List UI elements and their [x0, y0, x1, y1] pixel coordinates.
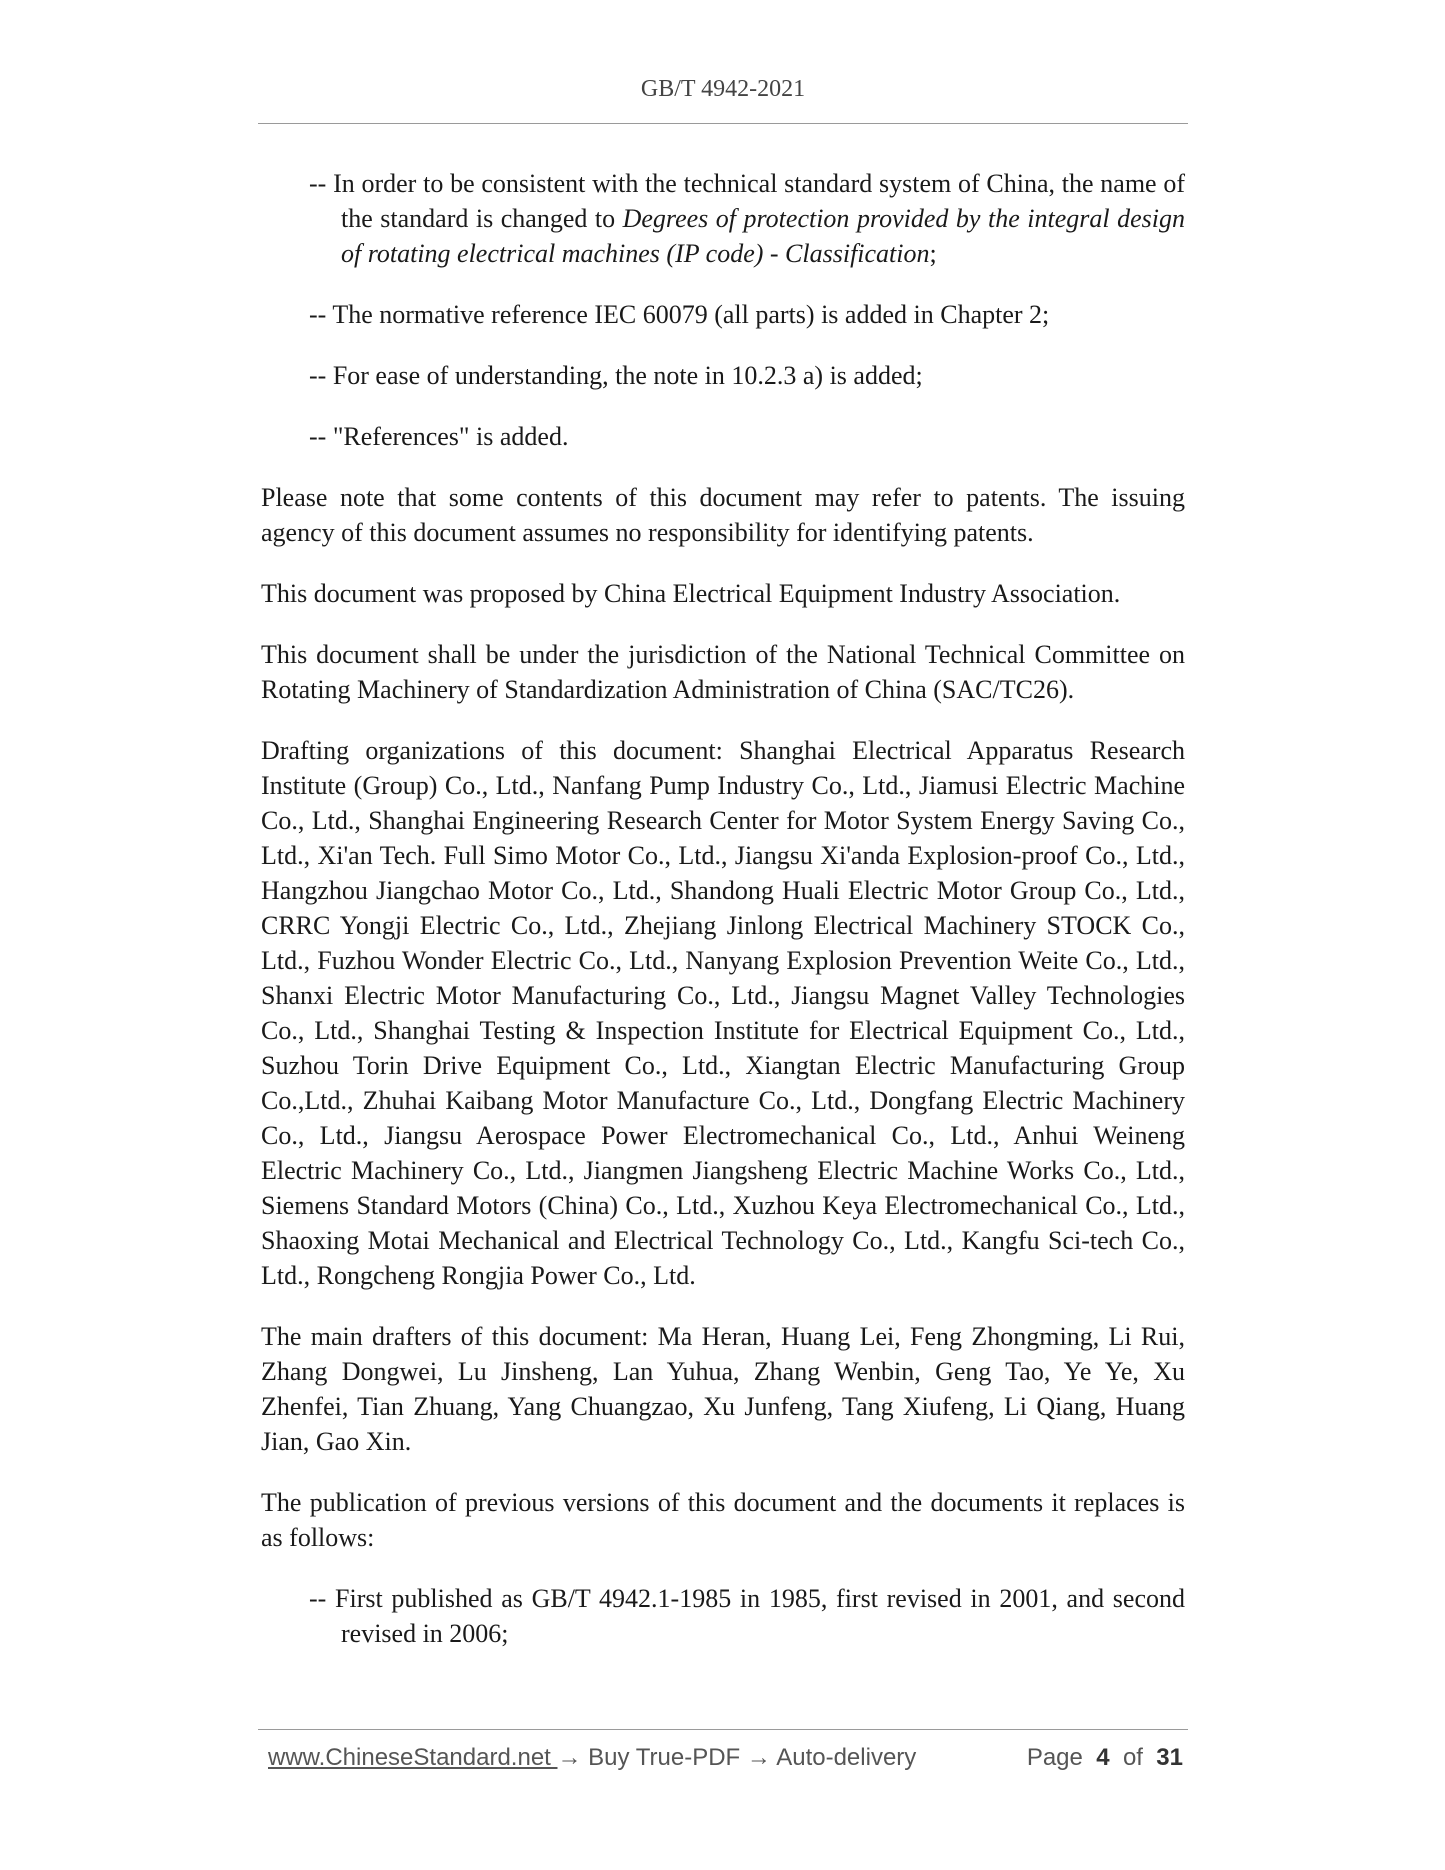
- page-footer: [268, 1744, 1183, 1780]
- header-divider: [258, 123, 1188, 124]
- change-item-references: -- "References" is added.: [309, 422, 569, 451]
- page-indicator: [1027, 1744, 1183, 1772]
- change-item-note: -- For ease of understanding, the note in 10.2.3 a) is added;: [309, 361, 923, 390]
- new-standard-title: Degrees of protection provided by the integral design of rotating electrical machines (IP code) - Classification: [341, 204, 1185, 268]
- page-total: 31: [1156, 1744, 1183, 1771]
- change-item-title: [309, 166, 1185, 271]
- jurisdiction: This document shall be under the jurisdiction of the National Technical Committee on Rotating Machinery of Standardization Administration of China (SAC/TC26).: [261, 640, 1185, 704]
- of-label: of: [1122, 1744, 1143, 1771]
- change-item-text: -- In order to be consistent with the technical standard system of China, the name of the standard is changed to: [309, 169, 1185, 233]
- footer-tagline: → Buy True-PDF → Auto-delivery: [557, 1744, 917, 1771]
- document-code-header: GB/T 4942-2021: [640, 76, 806, 102]
- page-number: 4: [1096, 1744, 1110, 1771]
- change-item-reference: -- The normative reference IEC 60079 (all parts) is added in Chapter 2;: [309, 300, 1050, 329]
- patent-notice: Please note that some contents of this document may refer to patents. The issuing agency of this document assumes no responsibility for identifying patents.: [261, 483, 1185, 547]
- document-body: [261, 166, 1185, 1677]
- page-label: Page: [1026, 1744, 1083, 1771]
- website-link[interactable]: www.ChineseStandard.net: [268, 1744, 558, 1771]
- main-drafters: The main drafters of this document: Ma Heran, Huang Lei, Feng Zhongming, Li Rui, Zhang Dongwei, Lu Jinsheng, Lan Yuhua, Zhang Wenbin, Geng Tao, Ye Ye, Xu Zhenfei, Tian Zhuang, Yang Chuangzao, Xu Junfeng, Tang Xiufeng, Li Qiang, Huang Jian, Gao Xin.: [261, 1322, 1185, 1456]
- proposed-by: This document was proposed by China Electrical Equipment Industry Association.: [261, 579, 1121, 608]
- previous-version-item: -- First published as GB/T 4942.1-1985 in 1985, first revised in 2001, and second revised in 2006;: [309, 1584, 1185, 1648]
- footer-divider: [258, 1729, 1188, 1730]
- footer-links: [268, 1744, 916, 1772]
- previous-versions-intro: The publication of previous versions of this document and the documents it replaces is as follows:: [261, 1488, 1185, 1552]
- drafting-organizations: Drafting organizations of this document: Shanghai Electrical Apparatus Research Institute (Group) Co., Ltd., Nanfang Pump Industry Co., Ltd., Jiamusi Electric Machine Co., Ltd., Shanghai Engineering Research Center for Motor System Energy Saving Co., Ltd., Xi'an Tech. Full Simo Motor Co., Ltd., Jiangsu Xi'anda Explosion-proof Co., Ltd., Hangzhou Jiangchao Motor Co., Ltd., Shandong Huali Electric Motor Group Co., Ltd., CRRC Yongji Electric Co., Ltd., Zhejiang Jinlong Electrical Machinery STOCK Co., Ltd., Fuzhou Wonder Electric Co., Ltd., Nanyang Explosion Prevention Weite Co., Ltd., Shanxi Electric Motor Manufacturing Co., Ltd., Jiangsu Magnet Valley Technologies Co., Ltd., Shanghai Testing & Inspection Institute for Electrical Equipment Co., Ltd., Suzhou Torin Drive Equipment Co., Ltd., Xiangtan Electric Manufacturing Group Co.,Ltd., Zhuhai Kaibang Motor Manufacture Co., Ltd., Dongfang Electric Machinery Co., Ltd., Jiangsu Aerospace Power Electromechanical Co., Ltd., Anhui Weineng Electric Machinery Co., Ltd., Jiangmen Jiangsheng Electric Machine Works Co., Ltd., Siemens Standard Motors (China) Co., Ltd., Xuzhou Keya Electromechanical Co., Ltd., Shaoxing Motai Mechanical and Electrical Technology Co., Ltd., Kangfu Sci-tech Co., Ltd., Rongcheng Rongjia Power Co., Ltd.: [261, 736, 1185, 1290]
- change-item-suffix: ;: [929, 239, 937, 268]
